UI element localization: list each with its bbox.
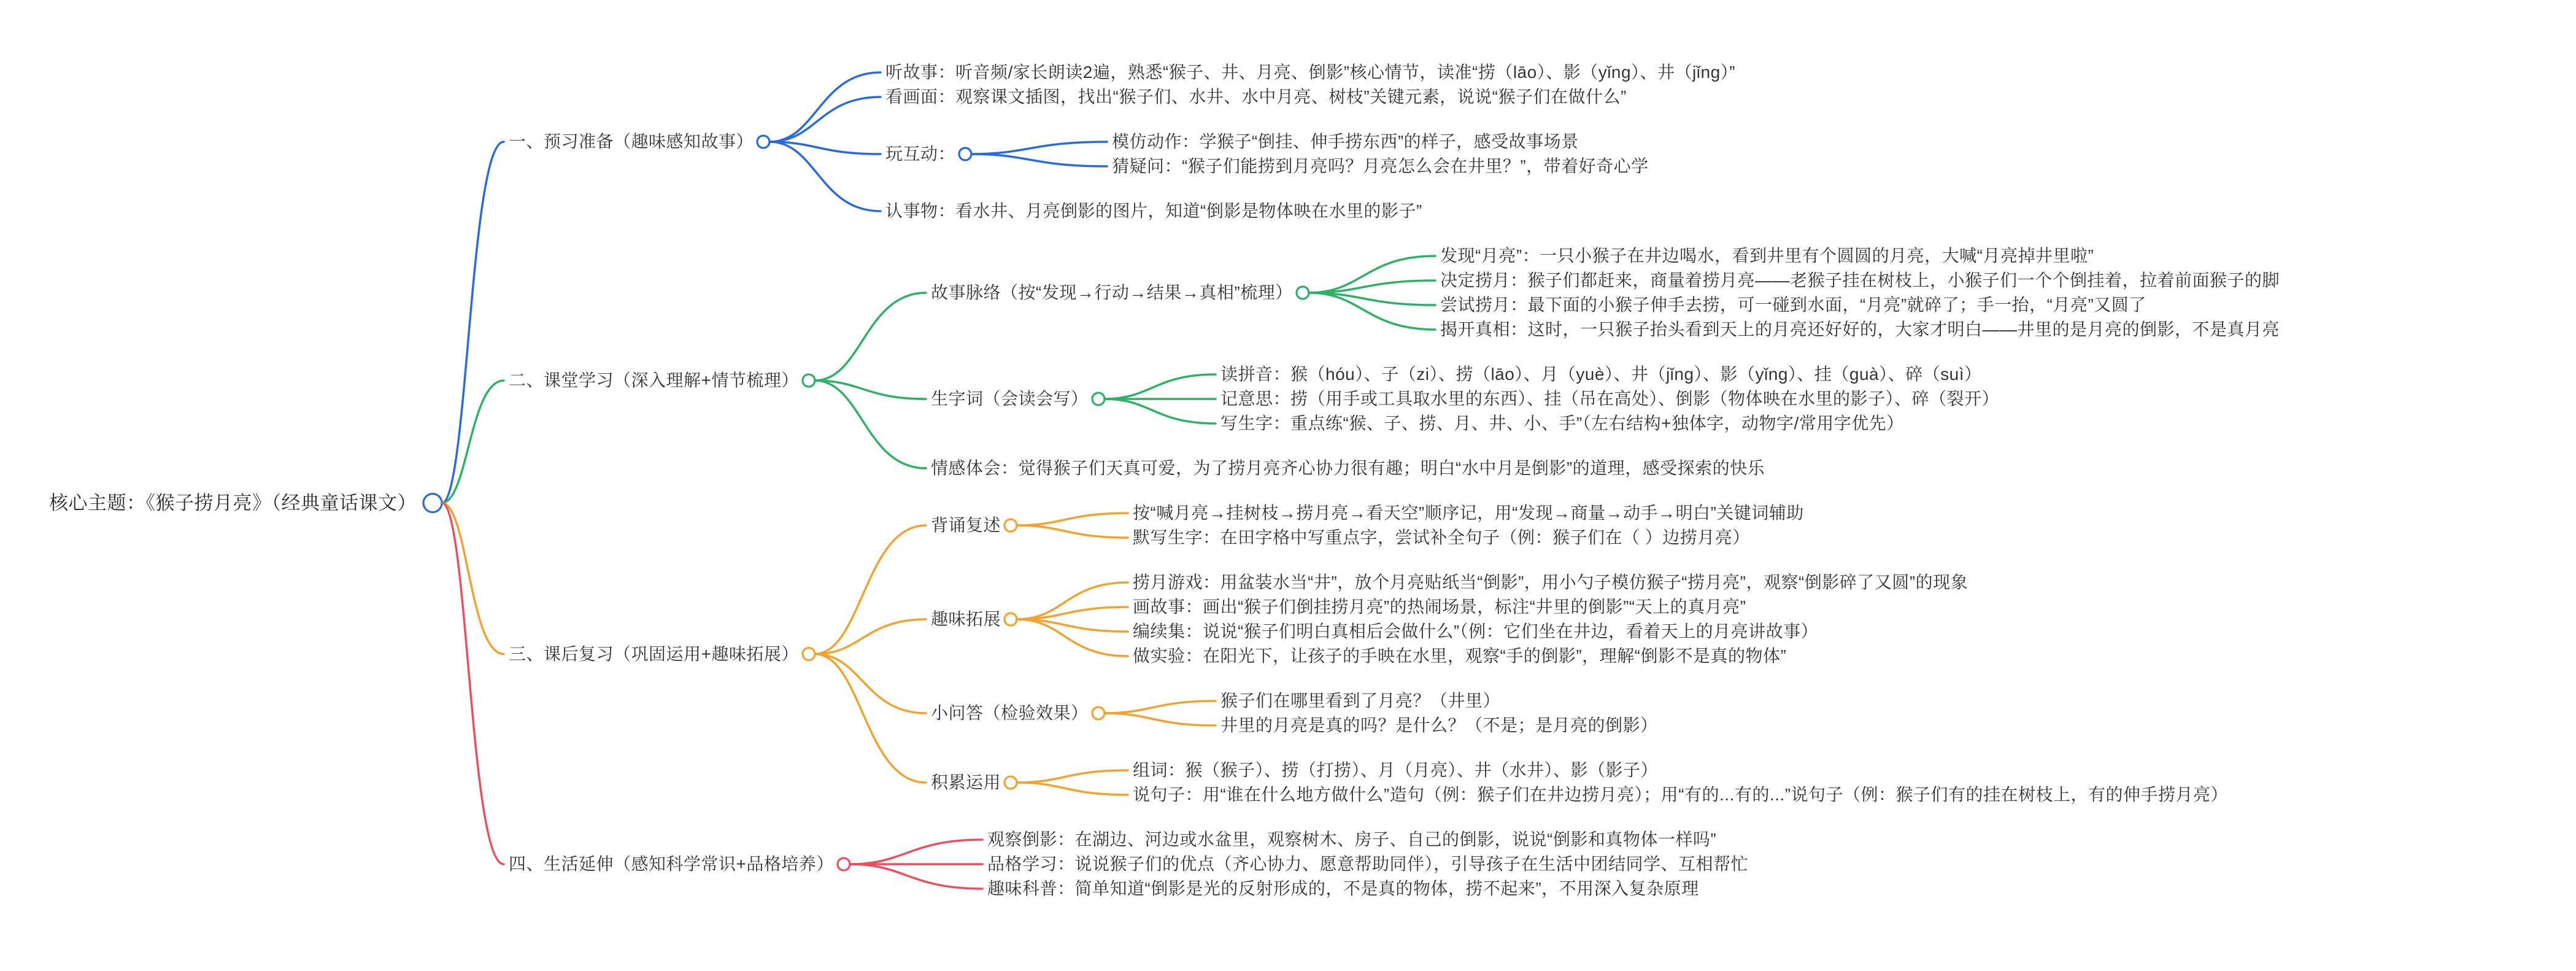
- node-life-extension[interactable]: 四、生活延伸（感知科学常识+品格培养）: [509, 854, 834, 873]
- node-form-words[interactable]: 组词：猴（猴子）、捞（打捞）、月（月亮）、井（水井）、影（影子）: [1133, 760, 1659, 780]
- node-accumulate-use[interactable]: 积累运用: [931, 773, 1001, 792]
- node-class-learning[interactable]: 二、课堂学习（深入理解+情节梳理）: [509, 371, 799, 390]
- node-prep[interactable]: 一、预习准备（趣味感知故事）: [509, 132, 754, 151]
- node-quiz-q2[interactable]: 井里的月亮是真的吗？是什么？（不是；是月亮的倒影）: [1221, 716, 1658, 735]
- node-reveal-truth[interactable]: 揭开真相：这时，一只猴子抬头看到天上的月亮还好好的，大家才明白——井里的是月亮的倒影，不是真月亮: [1440, 320, 2280, 339]
- node-try-fish[interactable]: 尝试捞月：最下面的小猴子伸手去捞，可一碰到水面，“月亮”就碎了；手一抬，“月亮”又圆了: [1440, 295, 2146, 314]
- node-imitate-action[interactable]: 模仿动作：学猴子“倒挂、伸手捞东西”的样子，感受故事场景: [1112, 132, 1579, 151]
- node-make-sentences[interactable]: 说句子：用“谁在什么地方做什么”造句（例：猴子们在井边捞月亮）；用“有的...有的...”说句子（例：猴子们有的挂在树枝上，有的伸手捞月亮）: [1133, 785, 2228, 804]
- node-observe-reflection[interactable]: 观察倒影：在湖边、河边或水盆里，观察树木、房子、自己的倒影，说说“倒影和真物体一样吗”: [987, 830, 1717, 849]
- node-do-experiment[interactable]: 做实验：在阳光下，让孩子的手映在水里，观察“手的倒影”，理解“倒影不是真的物体”: [1133, 646, 1787, 665]
- node-emotion-sense[interactable]: 情感体会：觉得猴子们天真可爱，为了捞月亮齐心协力很有趣；明白“水中月是倒影”的道理，感受探索的快乐: [931, 458, 1765, 478]
- node-fun-science[interactable]: 趣味科普：简单知道“倒影是光的反射形成的，不是真的物体，捞不起来”，不用深入复杂原理: [987, 879, 1699, 898]
- node-draw-story[interactable]: 画故事：画出“猴子们倒挂捞月亮”的热闹场景，标注“井里的倒影”“天上的真月亮”: [1133, 597, 1746, 616]
- node-character-learning[interactable]: 品格学习：说说猴子们的优点（齐心协力、愿意帮助同伴），引导孩子在生活中团结同学、互相帮忙: [987, 854, 1749, 873]
- node-play-interact[interactable]: 玩互动：: [885, 144, 956, 163]
- node-story-outline[interactable]: 故事脉络（按“发现→行动→结果→真相”梳理）: [931, 283, 1293, 302]
- node-guess-question[interactable]: 猜疑问：“猴子们能捞到月亮吗？月亮怎么会在井里？”，带着好奇心学: [1112, 157, 1649, 176]
- node-after-class-review[interactable]: 三、课后复习（巩固运用+趣味拓展）: [509, 644, 799, 663]
- node-know-things[interactable]: 认事物：看水井、月亮倒影的图片，知道“倒影是物体映在水里的影子”: [885, 201, 1422, 220]
- node-make-sequel[interactable]: 编续集：说说“猴子们明白真相后会做什么”（例：它们坐在井边，看着天上的月亮讲故事）: [1133, 622, 1819, 641]
- node-write-characters[interactable]: 写生字：重点练“猴、子、捞、月、井、小、手”（左右结构+独体字，动物字/常用字优先）: [1221, 414, 1904, 433]
- node-root[interactable]: 核心主题：《猴子捞月亮》（经典童话课文）: [49, 492, 417, 514]
- node-read-pinyin[interactable]: 读拼音：猴（hóu）、子（zi）、捞（lāo）、月（yuè）、井（jǐng）、影（yǐng）、挂（guà）、碎（suì）: [1221, 365, 1982, 384]
- node-recite-retell[interactable]: 背诵复述: [931, 516, 1001, 535]
- node-order-memory[interactable]: 按“喊月亮→挂树枝→捞月亮→看天空”顺序记，用“发现→商量→动手→明白”关键词辅助: [1133, 503, 1804, 522]
- node-quiz-q1[interactable]: 猴子们在哪里看到了月亮？（井里）: [1221, 691, 1501, 710]
- node-new-words[interactable]: 生字词（会读会写）: [931, 389, 1089, 408]
- node-fun-extension[interactable]: 趣味拓展: [931, 609, 1001, 629]
- node-dictation[interactable]: 默写生字：在田字格中写重点字，尝试补全句子（例：猴子们在（ ）边捞月亮）: [1133, 528, 1750, 547]
- node-decide-fish[interactable]: 决定捞月：猴子们都赶来，商量着捞月亮——老猴子挂在树枝上，小猴子们一个个倒挂着，拉着前面猴子的脚: [1440, 271, 2280, 290]
- node-mini-quiz[interactable]: 小问答（检验效果）: [931, 703, 1089, 722]
- node-listen-story[interactable]: 听故事：听音频/家长朗读2遍，熟悉“猴子、井、月亮、倒影”核心情节，读准“捞（lāo）、影（yǐng）、井（jǐng）”: [885, 63, 1735, 82]
- node-remember-meaning[interactable]: 记意思：捞（用手或工具取水里的东西）、挂（吊在高处）、倒影（物体映在水里的影子）、碎（裂开）: [1221, 389, 2000, 408]
- node-look-picture[interactable]: 看画面：观察课文插图，找出“猴子们、水井、水中月亮、树枝”关键元素，说说“猴子们在做什么”: [885, 87, 1627, 106]
- node-discover-moon[interactable]: 发现“月亮”：一只小猴子在井边喝水，看到井里有个圆圆的月亮，大喊“月亮掉井里啦”: [1440, 246, 2094, 265]
- node-moon-game[interactable]: 捞月游戏：用盆装水当“井”，放个月亮贴纸当“倒影”，用小勺子模仿猴子“捞月亮”，观察“倒影碎了又圆”的现象: [1133, 573, 1969, 592]
